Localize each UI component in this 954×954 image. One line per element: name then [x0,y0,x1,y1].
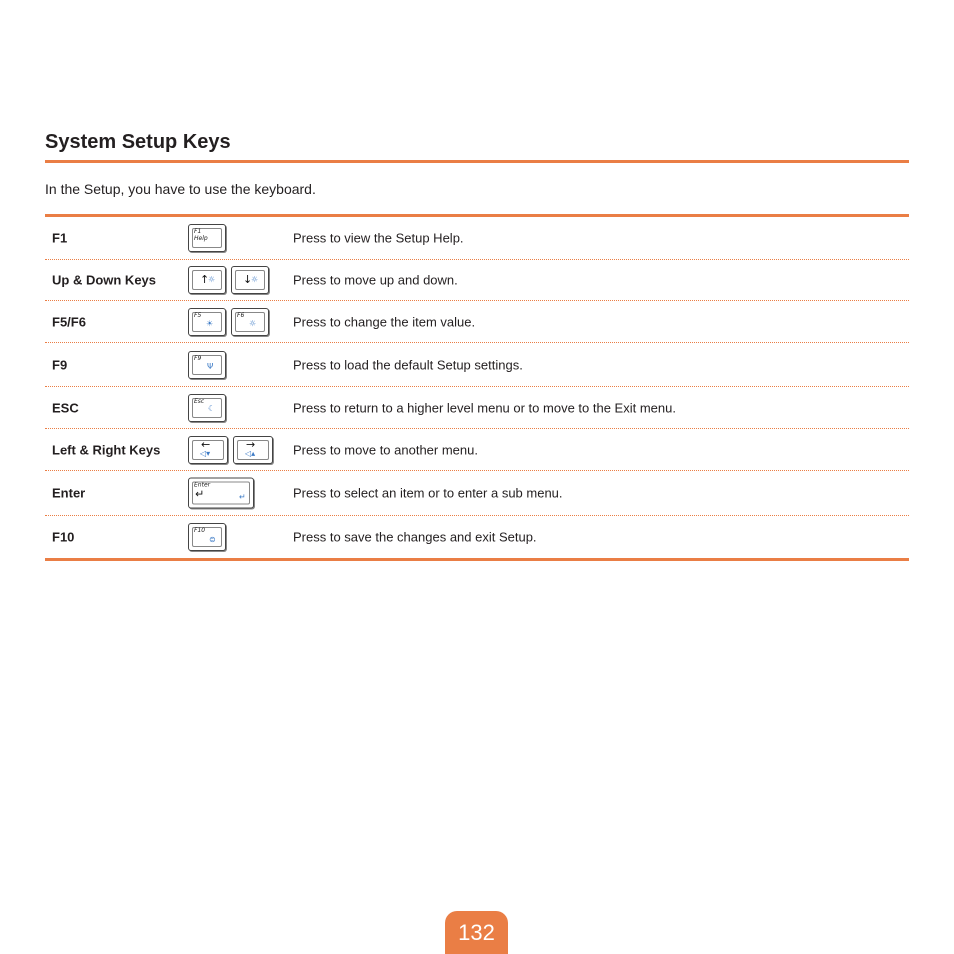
right-arrow-keycap [233,436,273,464]
f9-keycap [188,351,226,379]
f1-help-keycap [188,224,226,252]
f6-keycap [231,308,269,336]
enter-arrow-icon: ↵ [195,487,205,501]
title-divider [45,160,909,163]
keycap-label: Esc [194,397,205,405]
keycap-label: F6 [237,311,245,319]
return-icon: ↵ [239,492,246,502]
esc-keycap [188,394,226,422]
keycap-group [188,478,254,509]
key-name: Enter [52,485,86,501]
keycap-group [188,436,273,464]
keycap-group [188,308,269,336]
keycap-label: F1 [194,228,202,235]
key-name: F10 [52,529,75,545]
key-description: Press to move to another menu. [293,442,478,457]
table-row [45,260,909,301]
page-number: 132 [458,920,495,945]
down-arrow-icon: ↓ [243,273,253,286]
table-row [45,217,909,260]
key-description: Press to return to a higher level menu or to move to the Exit menu. [293,400,676,415]
key-name: ESC [52,400,79,415]
volume-up-icon: ◁▴ [245,448,256,458]
page-number-tab [445,911,508,954]
brightness-up-icon: ☼ [208,275,216,284]
key-description: Press to view the Setup Help. [293,230,464,246]
key-description: Press to select an item or to enter a sub menu. [293,485,563,501]
key-name: Up & Down Keys [52,272,157,288]
keycap-sublabel: Help [194,235,208,242]
enter-keycap [188,478,254,509]
brightness-down-icon: ☼ [249,318,257,328]
table-row [45,301,909,343]
down-arrow-keycap [231,266,269,294]
keycap-label: Enter [194,481,211,489]
setup-keys-table [45,214,909,561]
keycap-group [188,351,226,379]
keycap-group [188,394,226,422]
up-arrow-icon: ↑ [200,273,210,286]
key-name: F1 [52,230,68,246]
table-row [45,343,909,387]
brightness-down-icon: ☼ [251,275,259,284]
page-title: System Setup Keys [45,131,231,153]
keycap-label: F5 [194,311,202,319]
up-arrow-keycap [188,266,226,294]
table-row [45,471,909,516]
keycap-label: F10 [194,527,206,534]
key-description: Press to load the default Setup settings. [293,357,523,372]
left-arrow-keycap [188,436,228,464]
key-description: Press to change the item value. [293,314,476,329]
wireless-antenna-icon: Ψ [207,361,214,371]
key-description: Press to save the changes and exit Setup. [293,529,537,545]
intro-text: In the Setup, you have to use the keyboard. [45,181,316,197]
f5-keycap [188,308,226,336]
disc-icon: ⊜ [209,535,216,544]
key-name: Left & Right Keys [52,442,161,457]
keycap-group [188,266,269,294]
keycap-group [188,224,226,252]
keycap-label: F9 [194,354,202,362]
right-arrow-icon: → [246,437,256,451]
table-row [45,516,909,558]
sleep-moon-icon: ☾ [208,403,216,413]
table-row [45,387,909,429]
keycap-group [188,523,226,551]
table-row [45,429,909,471]
key-name: F5/F6 [52,314,86,329]
brightness-up-icon: ☀ [206,318,214,328]
left-arrow-icon: ← [201,437,211,451]
volume-down-icon: ◁▾ [200,448,211,458]
f10-keycap [188,523,226,551]
key-name: F9 [52,357,68,372]
key-description: Press to move up and down. [293,272,458,288]
